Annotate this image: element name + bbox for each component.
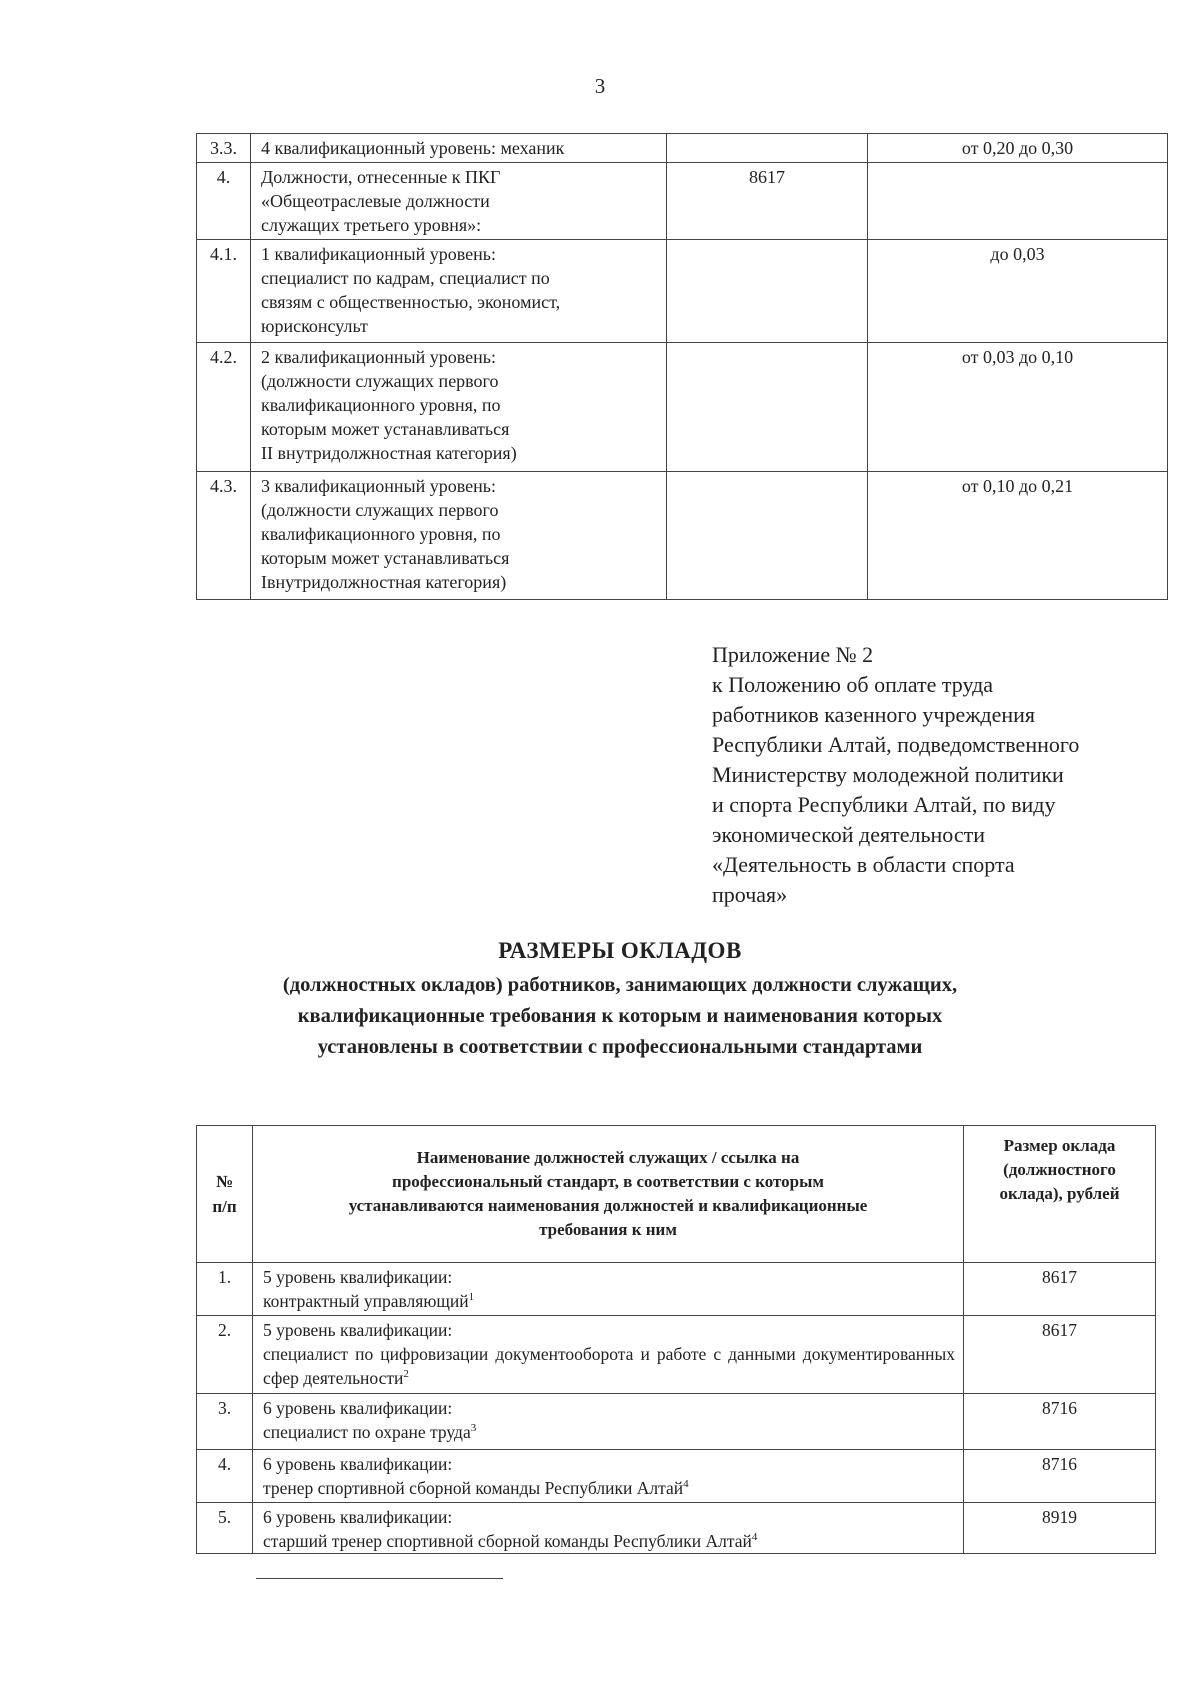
position-name — [251, 134, 667, 163]
column-header-number — [197, 1126, 253, 1263]
appendix-caption — [712, 640, 1079, 910]
position-title: старший тренер спортивной сборной команды Республики Алтай — [263, 1531, 752, 1551]
appendix-line: Приложение № 2 — [712, 642, 874, 667]
header-line: Размер оклада — [1003, 1136, 1116, 1155]
position-name — [251, 240, 667, 343]
salary-table — [196, 1125, 1156, 1554]
text-line: Должности, отнесенные к ПКГ — [261, 167, 501, 187]
table-row — [197, 1503, 1156, 1554]
text-line: квалификационного уровня, по — [261, 524, 501, 544]
header-line: устанавливаются наименования должностей и квалификационные — [348, 1196, 868, 1215]
salary-value: 8617 — [964, 1263, 1156, 1316]
document-subtitle-line: установлены в соответствии с профессиональными стандартами — [317, 1036, 923, 1058]
position-text — [263, 1342, 955, 1390]
document-subtitle-line: (должностных окладов) работников, занимающих должности служащих, — [282, 974, 958, 996]
position-name — [251, 163, 667, 240]
position-name — [251, 472, 667, 600]
column-header-salary — [964, 1126, 1156, 1263]
appendix-line: экономической деятельности — [712, 822, 985, 847]
appendix-line: Республики Алтай, подведомственного — [712, 732, 1080, 757]
header-line: профессиональный стандарт, в соответствии с которым — [392, 1172, 824, 1191]
coefficient: от 0,03 до 0,10 — [868, 343, 1168, 472]
page-number: 3 — [594, 74, 606, 98]
document-subtitle-line: квалификационные требования к которым и наименования которых — [297, 1005, 943, 1027]
text-line: 1 квалификационный уровень: — [261, 244, 497, 264]
header-line: № — [215, 1172, 234, 1191]
position-text — [263, 1476, 955, 1500]
position-text — [263, 1420, 955, 1444]
appendix-line: работников казенного учреждения — [712, 702, 1036, 727]
footnote-ref: 2 — [403, 1368, 409, 1381]
footnote-ref: 3 — [470, 1422, 477, 1435]
qualification-level: 6 уровень квалификации: — [263, 1398, 453, 1418]
position-title: контрактный управляющий — [263, 1291, 469, 1311]
text-line: которым может устанавливаться — [261, 548, 510, 568]
text-line: II внутридолжностная категория) — [261, 443, 517, 463]
position-title: специалист по охране труда — [263, 1422, 471, 1442]
appendix-line: Министерству молодежной политики — [712, 762, 1064, 787]
base-salary — [667, 240, 868, 343]
qualification-level: 6 уровень квалификации: — [263, 1454, 453, 1474]
text-line: квалификационного уровня, по — [261, 395, 501, 415]
row-number: 3. — [197, 1394, 253, 1450]
position-title: специалист по цифровизации документооборота и работе с данными документированных сфер деятельности — [263, 1344, 955, 1388]
row-number: 5. — [197, 1503, 253, 1554]
header-line: требования к ним — [539, 1220, 677, 1239]
column-header-position — [253, 1126, 964, 1263]
base-salary — [667, 343, 868, 472]
qualification-coefficients-table — [196, 133, 1168, 600]
base-salary — [667, 134, 868, 163]
row-number: 4.2. — [197, 343, 251, 472]
salary-value: 8919 — [964, 1503, 1156, 1554]
position-name — [253, 1394, 964, 1450]
base-salary — [667, 472, 868, 600]
text-line: специалист по кадрам, специалист по — [261, 268, 550, 288]
footnote-ref: 4 — [751, 1531, 758, 1544]
text-line: 3 квалификационный уровень: — [261, 476, 497, 496]
table-row — [197, 1316, 1156, 1394]
coefficient: от 0,20 до 0,30 — [868, 134, 1168, 163]
text-line: (должности служащих первого — [261, 500, 499, 520]
text-line: (должности служащих первого — [261, 371, 499, 391]
row-number: 1. — [197, 1263, 253, 1316]
position-name — [253, 1450, 964, 1503]
salary-value: 8617 — [964, 1316, 1156, 1394]
header-line: оклада), рублей — [999, 1184, 1120, 1203]
row-number: 2. — [197, 1316, 253, 1394]
position-name — [253, 1263, 964, 1316]
header-line: Наименование должностей служащих / ссылка на — [416, 1148, 800, 1167]
row-number: 4. — [197, 1450, 253, 1503]
appendix-line: к Положению об оплате труда — [712, 672, 994, 697]
header-line: п/п — [212, 1197, 237, 1216]
text-line: служащих третьего уровня»: — [261, 215, 482, 235]
position-text — [263, 1289, 955, 1313]
text-line: юрисконсульт — [261, 316, 368, 336]
position-name — [253, 1503, 964, 1554]
table-header-row — [197, 1126, 1156, 1263]
appendix-line: прочая» — [712, 882, 788, 907]
text-line: 4 квалификационный уровень: механик — [261, 138, 565, 158]
row-number: 4.1. — [197, 240, 251, 343]
table-row — [197, 240, 1168, 343]
table-row — [197, 1263, 1156, 1316]
table-row — [197, 1450, 1156, 1503]
position-name — [253, 1316, 964, 1394]
header-line: (должностного — [1003, 1160, 1116, 1179]
footnote-separator — [256, 1578, 503, 1579]
position-text — [263, 1529, 955, 1553]
coefficient — [868, 163, 1168, 240]
row-number: 4. — [197, 163, 251, 240]
row-number: 3.3. — [197, 134, 251, 163]
position-title: тренер спортивной сборной команды Республики Алтай — [263, 1478, 684, 1498]
table-row — [197, 472, 1168, 600]
text-line: Iвнутридолжностная категория) — [261, 572, 507, 592]
text-line: связям с общественностью, экономист, — [261, 292, 561, 312]
table-row — [197, 163, 1168, 240]
coefficient: от 0,10 до 0,21 — [868, 472, 1168, 600]
base-salary: 8617 — [667, 163, 868, 240]
appendix-line: «Деятельность в области спорта — [712, 852, 1015, 877]
qualification-level: 5 уровень квалификации: — [263, 1267, 453, 1287]
footnote-ref: 4 — [683, 1478, 689, 1491]
footnote-ref: 1 — [468, 1291, 475, 1304]
table-row — [197, 134, 1168, 163]
salary-value: 8716 — [964, 1450, 1156, 1503]
salary-value: 8716 — [964, 1394, 1156, 1450]
row-number: 4.3. — [197, 472, 251, 600]
text-line: «Общеотраслевые должности — [261, 191, 490, 211]
table-row — [197, 1394, 1156, 1450]
table-row — [197, 343, 1168, 472]
appendix-line: и спорта Республики Алтай, по виду — [712, 792, 1056, 817]
text-line: которым может устанавливаться — [261, 419, 510, 439]
document-title: РАЗМЕРЫ ОКЛАДОВ — [498, 938, 742, 963]
coefficient: до 0,03 — [868, 240, 1168, 343]
position-name — [251, 343, 667, 472]
qualification-level: 5 уровень квалификации: — [263, 1320, 453, 1340]
qualification-level: 6 уровень квалификации: — [263, 1507, 453, 1527]
text-line: 2 квалификационный уровень: — [261, 347, 497, 367]
